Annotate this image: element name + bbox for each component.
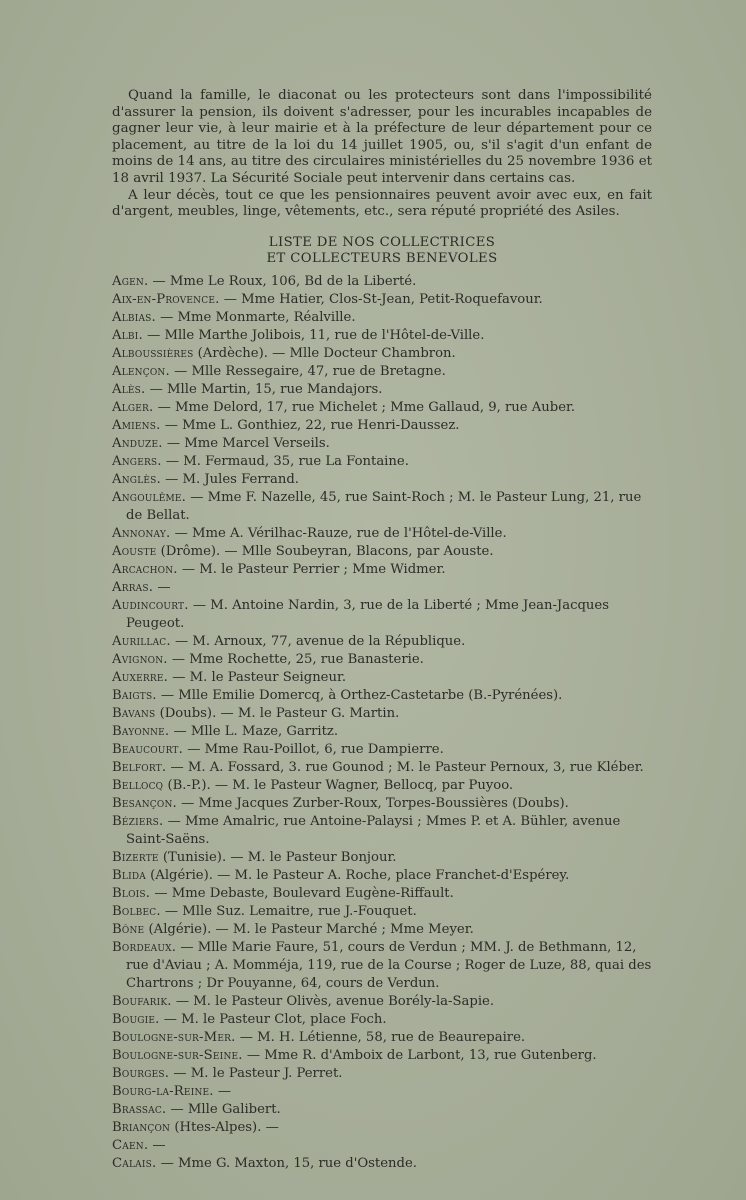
entry-details: — Mlle Suz. Lemaitre, rue J.-Fouquet. [160,903,417,919]
entry-town: Bougie. [112,1011,160,1027]
entry-town: Bourg-la-Reine. [112,1083,214,1099]
list-entry [112,723,652,741]
entry-details: — Mme R. d'Amboix de Larbont, 13, rue Gutenberg. [242,1047,597,1063]
entry-details: — Mme L. Gonthiez, 22, rue Henri-Daussez. [160,417,460,433]
entry-town: Alboussières [112,345,194,361]
list-entry [112,651,652,669]
entry-details: — Mlle Ressegaire, 47, rue de Bretagne. [169,363,446,379]
entry-town: Aix-en-Provence. [112,291,220,307]
entry-town: Bône [112,921,145,937]
entry-details: — Mme G. Maxton, 15, rue d'Ostende. [156,1155,417,1171]
entry-details: — Mme Monmarte, Réalville. [155,309,356,325]
list-entry [112,273,652,291]
entry-details: — Mlle Martin, 15, rue Mandajors. [145,381,383,397]
list-entry [112,345,652,363]
entry-town: Blois. [112,885,151,901]
list-entry [112,1101,652,1119]
list-entry [112,453,652,471]
list-entry [112,417,652,435]
entry-details: — Mme Hatier, Clos-St-Jean, Petit-Roquefavour. [219,291,543,307]
list-entry [112,687,652,705]
list-entry [112,309,652,327]
entry-details: (Doubs). — M. le Pasteur G. Martin. [155,705,400,721]
list-entry [112,1011,652,1029]
list-entry [112,939,652,993]
entry-town: Anglès. [112,471,161,487]
list-entry [112,759,652,777]
list-entry [112,777,652,795]
entry-town: Auxerre. [112,669,169,685]
page-content [112,88,652,1173]
entry-town: Annonay. [112,525,171,541]
entry-details: — M. Arnoux, 77, avenue de la République. [170,633,466,649]
list-entry [112,867,652,885]
entry-town: Aouste [112,543,157,559]
list-entry [112,903,652,921]
list-entry [112,669,652,687]
entry-town: Baigts. [112,687,157,703]
list-entry [112,489,652,525]
intro-paragraph-2: A leur décès, tout ce que les pensionnaires peuvent avoir avec eux, en fait d'argent, meubles, linge, vêtements, etc., sera réputé propriété des Asiles. [112,187,652,220]
entry-town: Arcachon. [112,561,178,577]
entry-town: Bolbec. [112,903,161,919]
entry-town: Audincourt. [112,597,189,613]
entry-town: Bizerte [112,849,159,865]
list-entry [112,381,652,399]
list-entry [112,1047,652,1065]
list-entry [112,633,652,651]
entry-town: Alès. [112,381,146,397]
entry-details: — M. le Pasteur J. Perret. [169,1065,343,1081]
list-entry [112,921,652,939]
entry-town: Avignon. [112,651,168,667]
list-entry [112,525,652,543]
entry-town: Bordeaux. [112,939,177,955]
entry-details: — M. le Pasteur Perrier ; Mme Widmer. [177,561,446,577]
entry-details: (Algérie). — M. le Pasteur Marché ; Mme Meyer. [144,921,474,937]
entry-details: — Mme Jacques Zurber-Roux, Torpes-Boussières (Doubs). [176,795,569,811]
entry-town: Angers. [112,453,162,469]
entry-town: Béziers. [112,813,164,829]
entry-town: Calais. [112,1155,157,1171]
entry-town: Boulogne-sur-Seine. [112,1047,243,1063]
entry-town: Amiens. [112,417,161,433]
list-entry [112,597,652,633]
list-entry [112,885,652,903]
list-entry [112,1155,652,1173]
entry-details: — M. le Pasteur Clot, place Foch. [159,1011,387,1027]
entry-details: (Algérie). — M. le Pasteur A. Roche, place Franchet-d'Espérey. [145,867,570,883]
list-title [112,235,652,267]
list-entry [112,399,652,417]
intro-paragraph-1: Quand la famille, le diaconat ou les protecteurs sont dans l'impossibilité d'assurer la pension, ils doivent s'adresser, pour les incurables incapables de gagner leur vie, à leur mairie et à la préfecture de leur département pour ce placement, au titre de la loi du 14 juillet 1905, ou, s'il s'agit d'un enfant de moins de 14 ans, au titre des circulaires ministérielles du 25 novembre 1936 et 18 avril 1937. La Sécurité Sociale peut intervenir dans certains cas. [112,88,652,186]
list-entry [112,579,652,597]
entry-town: Agen. [112,273,149,289]
entry-details: (Htes-Alpes). — [170,1119,279,1135]
list-entry [112,741,652,759]
entry-town: Blida [112,867,146,883]
entry-town: Bourges. [112,1065,170,1081]
entry-town: Boulogne-sur-Mer. [112,1029,236,1045]
list-title-line-1: LISTE DE NOS COLLECTRICES [268,234,496,250]
list-entry [112,813,652,849]
list-entry [112,993,652,1011]
list-entry [112,561,652,579]
entry-town: Aurillac. [112,633,171,649]
entry-details: — Mme Delord, 17, rue Michelet ; Mme Gallaud, 9, rue Auber. [153,399,576,415]
list-entry [112,1029,652,1047]
entry-details: — M. H. Létienne, 58, rue de Beaurepaire. [235,1029,526,1045]
entry-town: Beaucourt. [112,741,184,757]
entry-details: (Tunisie). — M. le Pasteur Bonjour. [158,849,397,865]
entry-town: Bellocq [112,777,164,793]
entry-details: — [213,1083,232,1099]
entry-details: — Mme Amalric, rue Antoine-Palaysi ; Mmes P. et A. Bühler, avenue Saint-Saëns. [126,813,621,847]
entry-town: Angoulême. [112,489,187,505]
entry-details: — Mme A. Vérilhac-Rauze, rue de l'Hôtel-de-Ville. [170,525,507,541]
entry-details: — Mlle Galibert. [166,1101,281,1117]
entry-details: — Mme Le Roux, 106, Bd de la Liberté. [148,273,417,289]
entry-details: — M. Fermaud, 35, rue La Fontaine. [161,453,409,469]
entry-details: (Drôme). — Mlle Soubeyran, Blacons, par Aouste. [156,543,494,559]
entry-details: — Mlle Marie Faure, 51, cours de Verdun ; MM. J. de Bethmann, 12, rue d'Aviau ; A. Momméja, 119, rue de la Course ; Roger de Luze, 88, quai des Chartrons ; Dr Pouyanne, 64, cours de Verdun. [126,939,652,991]
list-entry [112,327,652,345]
list-entry [112,471,652,489]
entry-town: Alençon. [112,363,170,379]
entry-town: Bavans [112,705,156,721]
entry-details: — Mme F. Nazelle, 45, rue Saint-Roch ; M. le Pasteur Lung, 21, rue de Bellat. [126,489,642,523]
entry-town: Alger. [112,399,154,415]
list-entry [112,363,652,381]
entry-details: — M. Antoine Nardin, 3, rue de la Liberté ; Mme Jean-Jacques Peugeot. [126,597,609,631]
entry-town: Albi. [112,327,143,343]
list-entry [112,705,652,723]
entry-town: Anduze. [112,435,163,451]
entry-details: — M. A. Fossard, 3. rue Gounod ; M. le Pasteur Pernoux, 3, rue Kléber. [166,759,644,775]
list-entry [112,1065,652,1083]
entry-town: Bayonne. [112,723,170,739]
collector-list [112,273,652,1173]
entry-details: — Mme Rau-Poillot, 6, rue Dampierre. [183,741,444,757]
entry-town: Albias. [112,309,156,325]
entry-town: Besançon. [112,795,177,811]
entry-details: — Mlle Emilie Domercq, à Orthez-Castetarbe (B.-Pyrénées). [156,687,563,703]
entry-details: — [148,1137,166,1153]
entry-town: Boufarik. [112,993,172,1009]
list-entry [112,543,652,561]
entry-details: — M. le Pasteur Olivès, avenue Borély-la-Sapie. [171,993,495,1009]
entry-details: — Mlle Marthe Jolibois, 11, rue de l'Hôtel-de-Ville. [142,327,485,343]
list-entry [112,1119,652,1137]
entry-details: (B.-P.). — M. le Pasteur Wagner, Bellocq, par Puyoo. [163,777,514,793]
entry-town: Briançon [112,1119,171,1135]
entry-details: — [153,579,171,595]
list-entry [112,795,652,813]
list-entry [112,1083,652,1101]
list-entry [112,849,652,867]
list-title-line-2: ET COLLECTEURS BENEVOLES [266,250,498,266]
list-entry [112,1137,652,1155]
entry-details: (Ardèche). — Mlle Docteur Chambron. [193,345,456,361]
entry-details: — M. le Pasteur Seigneur. [168,669,347,685]
entry-details: — Mme Rochette, 25, rue Banasterie. [167,651,424,667]
list-entry [112,435,652,453]
entry-details: — M. Jules Ferrand. [160,471,299,487]
list-entry [112,291,652,309]
entry-details: — Mme Debaste, Boulevard Eugène-Riffault. [150,885,454,901]
entry-town: Belfort. [112,759,167,775]
entry-details: — Mme Marcel Verseils. [162,435,330,451]
entry-town: Arras. [112,579,154,595]
entry-town: Brassac. [112,1101,167,1117]
entry-town: Caen. [112,1137,149,1153]
entry-details: — Mlle L. Maze, Garritz. [169,723,339,739]
